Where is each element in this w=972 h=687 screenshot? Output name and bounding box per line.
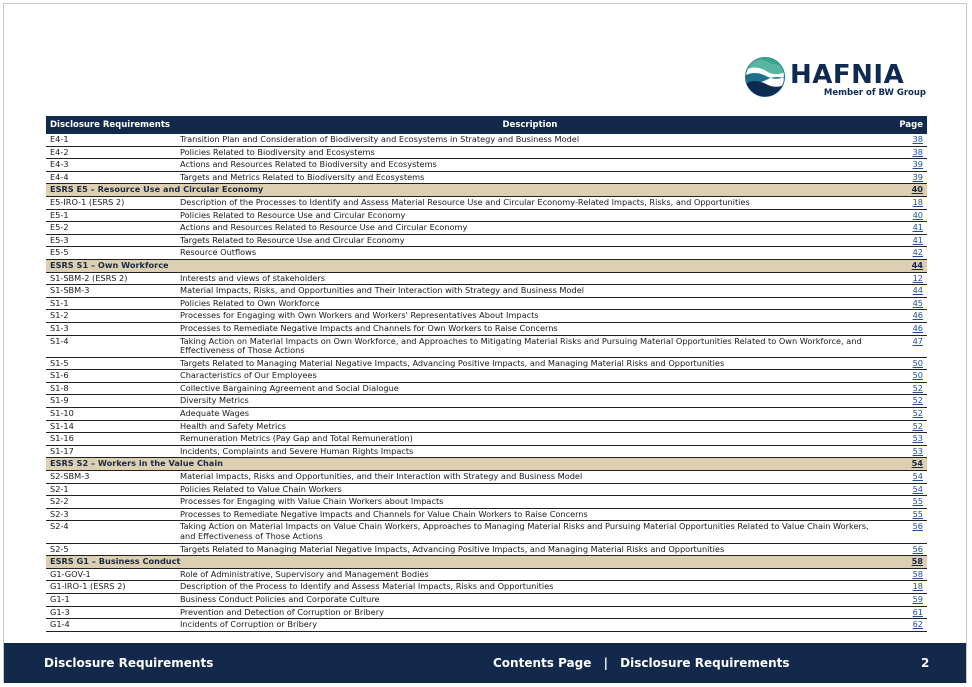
brand-tagline: Member of BW Group bbox=[823, 88, 926, 98]
table-row bbox=[46, 222, 927, 235]
section-row bbox=[46, 458, 927, 471]
disclosure-code: S1-10 bbox=[46, 408, 176, 421]
table-row bbox=[46, 272, 927, 285]
table-row bbox=[46, 581, 927, 594]
disclosure-description: Targets Related to Managing Material Negative Impacts, Advancing Positive Impacts, and Managing Material Risks and Opportunities bbox=[176, 357, 884, 370]
page-link[interactable]: 53 bbox=[884, 445, 927, 458]
disclosure-description: Adequate Wages bbox=[176, 408, 884, 421]
page-link[interactable]: 56 bbox=[884, 521, 927, 543]
page-link[interactable]: 50 bbox=[884, 370, 927, 383]
page-link[interactable]: 44 bbox=[884, 285, 927, 298]
disclosure-description: Material Impacts, Risks, and Opportunities and Their Interaction with Strategy and Business Model bbox=[176, 285, 884, 298]
disclosure-description: Interests and views of stakeholders bbox=[176, 272, 884, 285]
disclosure-code: S1-9 bbox=[46, 395, 176, 408]
table-row bbox=[46, 322, 927, 335]
disclosure-description: Diversity Metrics bbox=[176, 395, 884, 408]
disclosure-description: Taking Action on Material Impacts on Own Workforce, and Approaches to Mitigating Material Risks and Pursuing Material Opportunities Related to Own Workforce, and Effectiveness of Those Actions bbox=[176, 335, 884, 357]
table-row bbox=[46, 433, 927, 446]
disclosure-code: S1-5 bbox=[46, 357, 176, 370]
page-link[interactable]: 18 bbox=[884, 196, 927, 209]
disclosure-code: G1-IRO-1 (ESRS 2) bbox=[46, 581, 176, 594]
disclosure-code: S2-1 bbox=[46, 483, 176, 496]
disclosure-description: Incidents, Complaints and Severe Human Rights Impacts bbox=[176, 445, 884, 458]
disclosure-description: Processes to Remediate Negative Impacts and Channels for Own Workers to Raise Concerns bbox=[176, 322, 884, 335]
disclosure-code: E4-2 bbox=[46, 146, 176, 159]
page-link[interactable]: 12 bbox=[884, 272, 927, 285]
section-row bbox=[46, 184, 927, 197]
disclosure-table bbox=[46, 116, 927, 632]
disclosure-code: E5-5 bbox=[46, 247, 176, 260]
disclosure-code: S1-SBM-2 (ESRS 2) bbox=[46, 272, 176, 285]
table-row bbox=[46, 357, 927, 370]
page-link[interactable]: 55 bbox=[884, 508, 927, 521]
table-row bbox=[46, 171, 927, 184]
disclosure-description: Business Conduct Policies and Corporate Culture bbox=[176, 593, 884, 606]
disclosure-code: S1-SBM-3 bbox=[46, 285, 176, 298]
page-link[interactable]: 50 bbox=[884, 357, 927, 370]
disclosure-description: Processes to Remediate Negative Impacts and Channels for Value Chain Workers to Raise Concerns bbox=[176, 508, 884, 521]
disclosure-code: G1-3 bbox=[46, 606, 176, 619]
disclosure-code: E5-IRO-1 (ESRS 2) bbox=[46, 196, 176, 209]
page-link[interactable]: 58 bbox=[884, 556, 927, 569]
disclosure-description: Health and Safety Metrics bbox=[176, 420, 884, 433]
disclosure-code: G1-1 bbox=[46, 593, 176, 606]
disclosure-description: Targets Related to Managing Material Negative Impacts, Advancing Positive Impacts, and Managing Material Risks and Opportunities bbox=[176, 543, 884, 556]
disclosure-code: S2-3 bbox=[46, 508, 176, 521]
page-link[interactable]: 45 bbox=[884, 297, 927, 310]
header-description: Description bbox=[176, 116, 884, 134]
section-title: ESRS E5 – Resource Use and Circular Economy bbox=[46, 184, 884, 197]
disclosure-description: Actions and Resources Related to Biodiversity and Ecosystems bbox=[176, 159, 884, 172]
section-title: ESRS S2 – Workers in the Value Chain bbox=[46, 458, 884, 471]
page-link[interactable]: 41 bbox=[884, 222, 927, 235]
page-link[interactable]: 38 bbox=[884, 146, 927, 159]
disclosure-code: E5-3 bbox=[46, 234, 176, 247]
table-row bbox=[46, 471, 927, 484]
page-link[interactable]: 55 bbox=[884, 496, 927, 509]
footer-nav bbox=[493, 656, 790, 670]
disclosure-description: Taking Action on Material Impacts on Value Chain Workers, Approaches to Managing Material Risks and Pursuing Material Opportunities Related to Value Chain Workers, and Effectiveness of Those Actions bbox=[176, 521, 884, 543]
table-body bbox=[46, 134, 927, 631]
header-page: Page bbox=[884, 116, 927, 134]
section-title: ESRS G1 – Business Conduct bbox=[46, 556, 884, 569]
disclosure-description: Remuneration Metrics (Pay Gap and Total Remuneration) bbox=[176, 433, 884, 446]
table-row bbox=[46, 593, 927, 606]
table-row bbox=[46, 285, 927, 298]
page-link[interactable]: 54 bbox=[884, 471, 927, 484]
disclosure-code: E5-1 bbox=[46, 209, 176, 222]
page-link[interactable]: 40 bbox=[884, 184, 927, 197]
footer-separator: | bbox=[603, 656, 608, 670]
table-row bbox=[46, 335, 927, 357]
disclosure-code: S1-6 bbox=[46, 370, 176, 383]
page-link[interactable]: 44 bbox=[884, 259, 927, 272]
disclosure-description: Policies Related to Biodiversity and Ecosystems bbox=[176, 146, 884, 159]
disclosure-description: Role of Administrative, Supervisory and Management Bodies bbox=[176, 568, 884, 581]
page-link[interactable]: 47 bbox=[884, 335, 927, 357]
table-header-row bbox=[46, 116, 927, 134]
page-link[interactable]: 56 bbox=[884, 543, 927, 556]
section-row bbox=[46, 259, 927, 272]
table-row bbox=[46, 508, 927, 521]
disclosure-code: S2-4 bbox=[46, 521, 176, 543]
table-row bbox=[46, 496, 927, 509]
page-link[interactable]: 46 bbox=[884, 310, 927, 323]
table-row bbox=[46, 310, 927, 323]
disclosure-code: S1-16 bbox=[46, 433, 176, 446]
disclosure-code: S1-3 bbox=[46, 322, 176, 335]
disclosure-description: Actions and Resources Related to Resource Use and Circular Economy bbox=[176, 222, 884, 235]
contents-page-link[interactable]: Contents Page bbox=[493, 656, 592, 670]
table-row bbox=[46, 395, 927, 408]
page-link[interactable]: 52 bbox=[884, 408, 927, 421]
page-link[interactable]: 62 bbox=[884, 619, 927, 632]
disclosure-description: Collective Bargaining Agreement and Social Dialogue bbox=[176, 382, 884, 395]
page-link[interactable]: 42 bbox=[884, 247, 927, 260]
table-row bbox=[46, 247, 927, 260]
page-number: 2 bbox=[921, 656, 930, 670]
disclosure-code: S2-5 bbox=[46, 543, 176, 556]
page-link[interactable]: 59 bbox=[884, 593, 927, 606]
disclosure-code: E4-3 bbox=[46, 159, 176, 172]
hafnia-logo-icon bbox=[744, 56, 786, 98]
disclosure-code: S2-SBM-3 bbox=[46, 471, 176, 484]
disclosure-code: S1-2 bbox=[46, 310, 176, 323]
disclosure-code: G1-GOV-1 bbox=[46, 568, 176, 581]
page-link[interactable]: 38 bbox=[884, 134, 927, 146]
section-title: ESRS S1 – Own Workforce bbox=[46, 259, 884, 272]
table-row bbox=[46, 146, 927, 159]
disclosure-description: Material Impacts, Risks and Opportunities, and their Interaction with Strategy and Business Model bbox=[176, 471, 884, 484]
disclosure-description: Policies Related to Resource Use and Circular Economy bbox=[176, 209, 884, 222]
disclosure-description: Policies Related to Value Chain Workers bbox=[176, 483, 884, 496]
table-row bbox=[46, 370, 927, 383]
page-link[interactable]: 40 bbox=[884, 209, 927, 222]
page-link[interactable]: 46 bbox=[884, 322, 927, 335]
disclosure-code: G1-4 bbox=[46, 619, 176, 632]
table-row bbox=[46, 483, 927, 496]
disclosure-description: Description of the Processes to Identify and Assess Material Resource Use and Circular Economy-Related Impacts, Risks, and Opportunities bbox=[176, 196, 884, 209]
page-link[interactable]: 52 bbox=[884, 395, 927, 408]
table-row bbox=[46, 420, 927, 433]
brand-name: HAFNIA bbox=[790, 60, 905, 90]
disclosure-description: Characteristics of Our Employees bbox=[176, 370, 884, 383]
page-link[interactable]: 52 bbox=[884, 420, 927, 433]
disclosure-description: Incidents of Corruption or Bribery bbox=[176, 619, 884, 632]
disclosure-code: E4-4 bbox=[46, 171, 176, 184]
page-link[interactable]: 52 bbox=[884, 382, 927, 395]
table-row bbox=[46, 606, 927, 619]
table-row bbox=[46, 382, 927, 395]
page-link[interactable]: 39 bbox=[884, 171, 927, 184]
page-link[interactable]: 61 bbox=[884, 606, 927, 619]
disclosure-description: Resource Outflows bbox=[176, 247, 884, 260]
disclosure-code: S1-14 bbox=[46, 420, 176, 433]
disclosure-description: Targets and Metrics Related to Biodiversity and Ecosystems bbox=[176, 171, 884, 184]
disclosure-code: S1-8 bbox=[46, 382, 176, 395]
disclosure-description: Prevention and Detection of Corruption or Bribery bbox=[176, 606, 884, 619]
table-row bbox=[46, 134, 927, 146]
disclosure-code: S1-1 bbox=[46, 297, 176, 310]
disclosure-description: Targets Related to Resource Use and Circular Economy bbox=[176, 234, 884, 247]
footer-current-section[interactable]: Disclosure Requirements bbox=[620, 656, 790, 670]
hafnia-logo bbox=[744, 56, 926, 100]
disclosure-code: E4-1 bbox=[46, 134, 176, 146]
page-link[interactable]: 54 bbox=[884, 458, 927, 471]
disclosure-code: E5-2 bbox=[46, 222, 176, 235]
disclosure-code: S2-2 bbox=[46, 496, 176, 509]
table-row bbox=[46, 297, 927, 310]
disclosure-description: Description of the Process to Identify and Assess Material Impacts, Risks and Opportunities bbox=[176, 581, 884, 594]
disclosure-description: Processes for Engaging with Value Chain Workers about Impacts bbox=[176, 496, 884, 509]
table-row bbox=[46, 209, 927, 222]
page-link[interactable]: 54 bbox=[884, 483, 927, 496]
footer-bar bbox=[4, 643, 966, 683]
table-row bbox=[46, 234, 927, 247]
page-link[interactable]: 53 bbox=[884, 433, 927, 446]
disclosure-description: Transition Plan and Consideration of Biodiversity and Ecosystems in Strategy and Business Model bbox=[176, 134, 884, 146]
table-row bbox=[46, 196, 927, 209]
disclosure-code: S1-17 bbox=[46, 445, 176, 458]
header-code: Disclosure Requirements bbox=[46, 116, 176, 134]
table-row bbox=[46, 543, 927, 556]
page-link[interactable]: 41 bbox=[884, 234, 927, 247]
table-row bbox=[46, 568, 927, 581]
page-link[interactable]: 58 bbox=[884, 568, 927, 581]
table-row bbox=[46, 521, 927, 543]
disclosure-description: Processes for Engaging with Own Workers and Workers' Representatives About Impacts bbox=[176, 310, 884, 323]
table-row bbox=[46, 619, 927, 632]
page-link[interactable]: 18 bbox=[884, 581, 927, 594]
disclosure-description: Policies Related to Own Workforce bbox=[176, 297, 884, 310]
page-link[interactable]: 39 bbox=[884, 159, 927, 172]
table-row bbox=[46, 159, 927, 172]
section-row bbox=[46, 556, 927, 569]
table-row bbox=[46, 445, 927, 458]
table-row bbox=[46, 408, 927, 421]
disclosure-code: S1-4 bbox=[46, 335, 176, 357]
footer-section-title: Disclosure Requirements bbox=[44, 656, 214, 670]
